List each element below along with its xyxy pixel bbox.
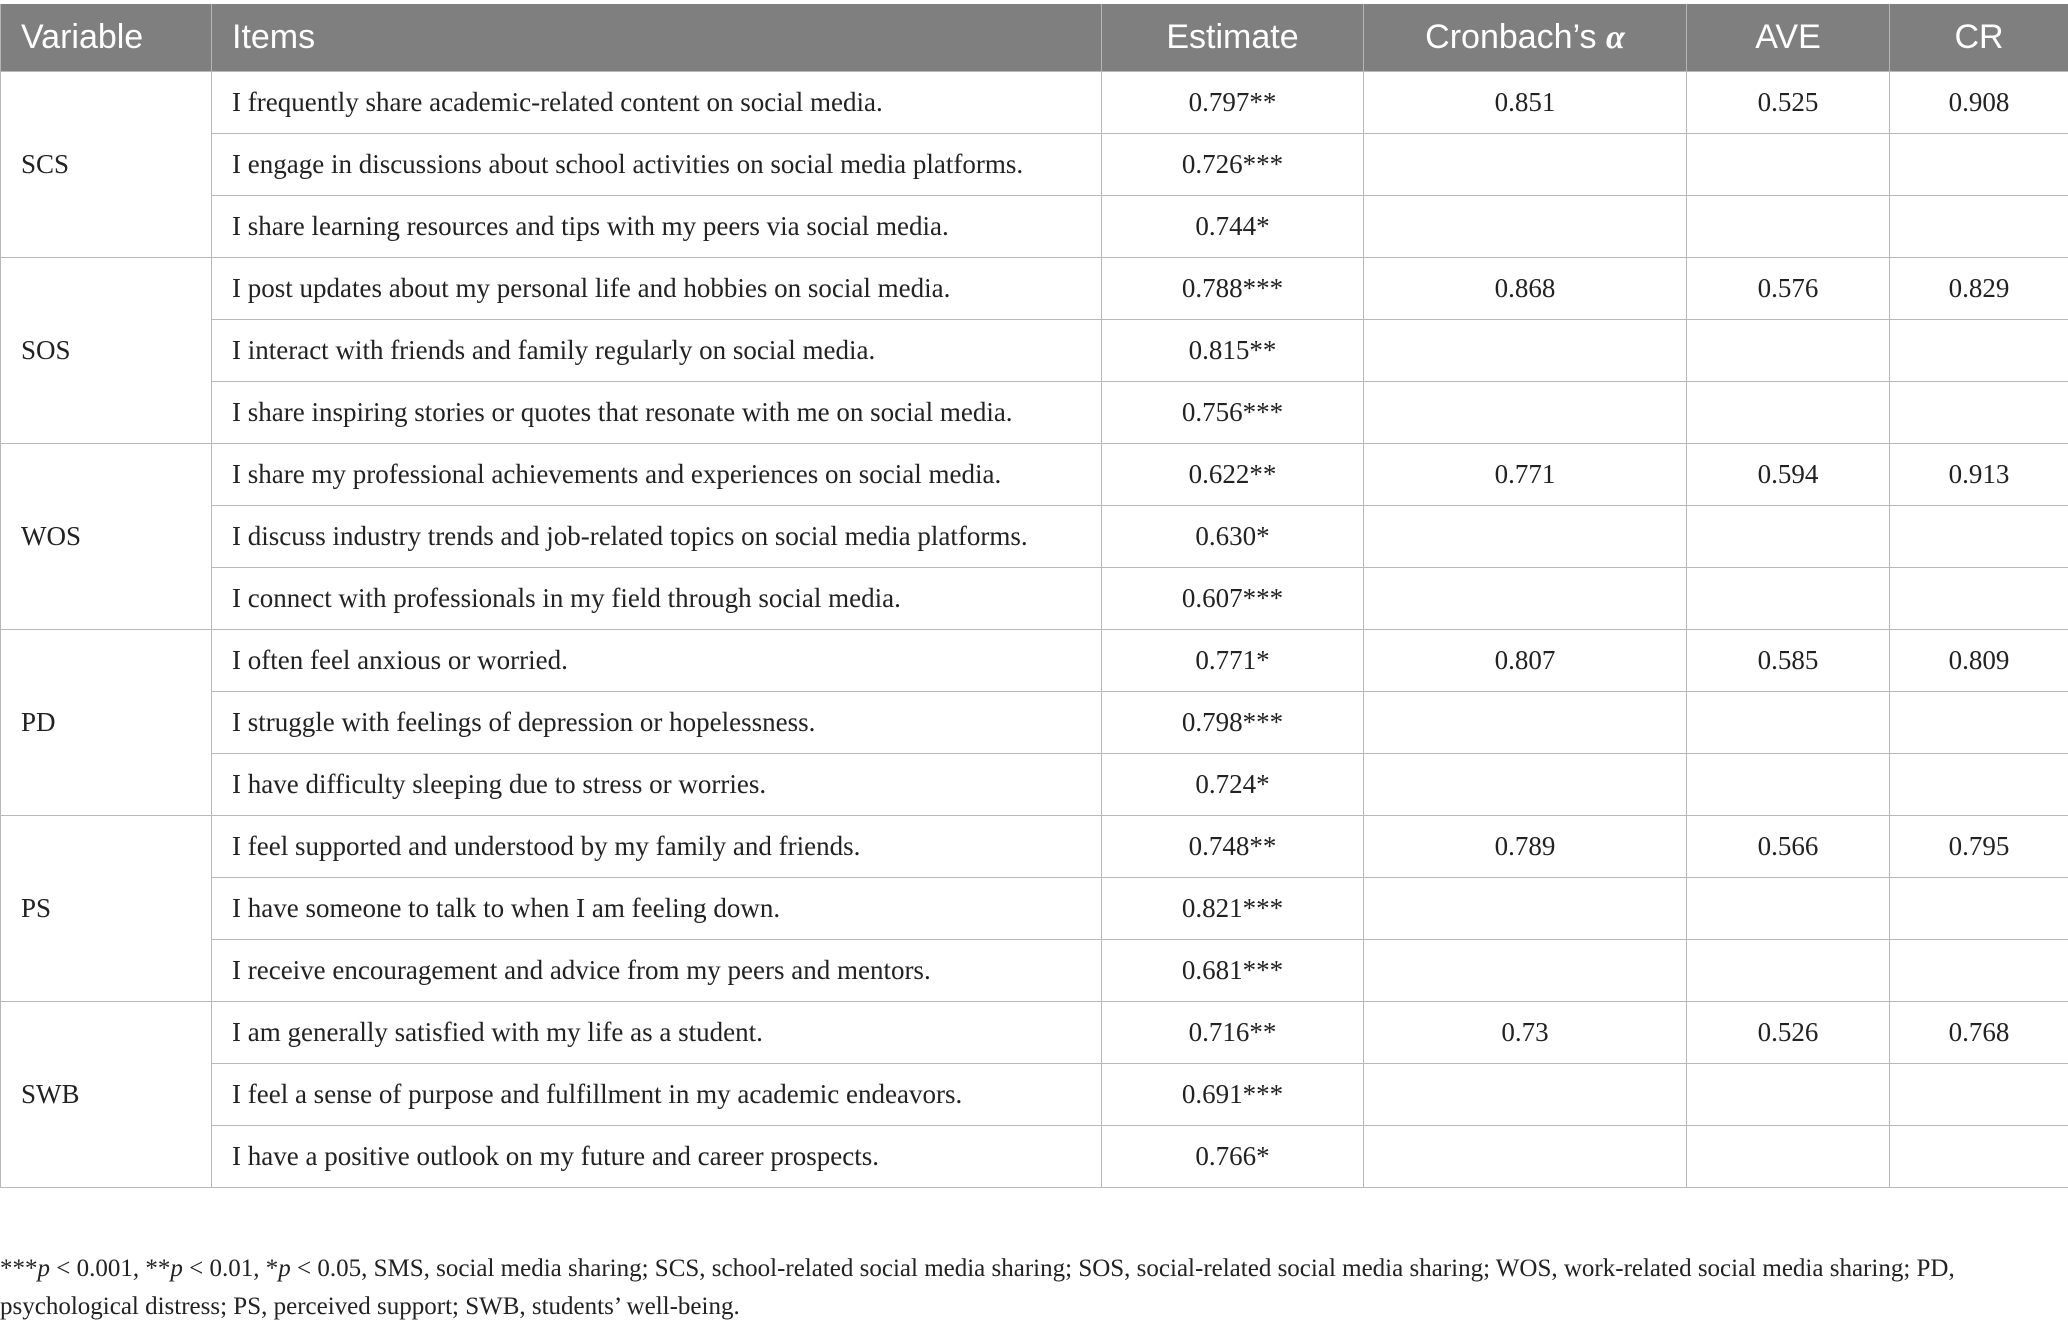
empty-cell [1890,382,2068,444]
ave-cell: 0.576 [1687,258,1890,320]
item-cell: I post updates about my personal life and hobbies on social media. [212,258,1102,320]
estimate-cell: 0.797** [1102,72,1364,134]
header-items: Items [212,4,1102,72]
footnote-p-1: p [37,1255,50,1282]
cronbach-cell: 0.807 [1364,630,1687,692]
table-row [1,72,2068,134]
table-footnote [0,1250,2060,1326]
estimate-cell: 0.622** [1102,444,1364,506]
empty-cell [1687,506,1890,568]
ave-cell: 0.526 [1687,1002,1890,1064]
empty-cell [1687,1064,1890,1126]
empty-cell [1364,196,1687,258]
ave-cell: 0.585 [1687,630,1890,692]
table-row [1,506,2068,568]
estimate-cell: 0.756*** [1102,382,1364,444]
header-variable: Variable [1,4,212,72]
footnote-text-2: < 0.01, * [182,1255,279,1282]
ave-cell: 0.594 [1687,444,1890,506]
estimate-cell: 0.771* [1102,630,1364,692]
footnote-stars-1: *** [0,1255,38,1282]
table-row [1,940,2068,1002]
item-cell: I am generally satisfied with my life as a student. [212,1002,1102,1064]
footnote-p-3: p [278,1255,291,1282]
empty-cell [1890,754,2068,816]
estimate-cell: 0.744* [1102,196,1364,258]
empty-cell [1687,754,1890,816]
variable-cell: SWB [1,1002,212,1188]
empty-cell [1890,692,2068,754]
cr-cell: 0.908 [1890,72,2068,134]
empty-cell [1890,134,2068,196]
empty-cell [1364,1064,1687,1126]
estimate-cell: 0.681*** [1102,940,1364,1002]
table-row [1,878,2068,940]
cronbach-cell: 0.851 [1364,72,1687,134]
measurement-table [0,4,2068,1188]
empty-cell [1687,568,1890,630]
cronbach-cell: 0.771 [1364,444,1687,506]
alpha-symbol: α [1606,19,1625,56]
cronbach-cell: 0.73 [1364,1002,1687,1064]
item-cell: I feel supported and understood by my family and friends. [212,816,1102,878]
cr-cell: 0.829 [1890,258,2068,320]
empty-cell [1890,196,2068,258]
header-cr: CR [1890,4,2068,72]
empty-cell [1687,940,1890,1002]
estimate-cell: 0.766* [1102,1126,1364,1188]
empty-cell [1687,1126,1890,1188]
empty-cell [1364,1126,1687,1188]
cr-cell: 0.768 [1890,1002,2068,1064]
empty-cell [1890,1126,2068,1188]
header-estimate: Estimate [1102,4,1364,72]
empty-cell [1890,878,2068,940]
empty-cell [1890,1064,2068,1126]
table-row [1,444,2068,506]
estimate-cell: 0.788*** [1102,258,1364,320]
empty-cell [1890,506,2068,568]
table-row [1,134,2068,196]
table-row [1,258,2068,320]
item-cell: I share my professional achievements and experiences on social media. [212,444,1102,506]
estimate-cell: 0.724* [1102,754,1364,816]
item-cell: I struggle with feelings of depression or hopelessness. [212,692,1102,754]
item-cell: I engage in discussions about school activities on social media platforms. [212,134,1102,196]
ave-cell: 0.566 [1687,816,1890,878]
table-row [1,630,2068,692]
empty-cell [1890,568,2068,630]
estimate-cell: 0.815** [1102,320,1364,382]
item-cell: I receive encouragement and advice from my peers and mentors. [212,940,1102,1002]
variable-cell: PD [1,630,212,816]
empty-cell [1364,382,1687,444]
empty-cell [1364,320,1687,382]
variable-cell: SCS [1,72,212,258]
header-cronbach-label: Cronbach’s [1425,18,1597,56]
empty-cell [1364,940,1687,1002]
empty-cell [1687,196,1890,258]
table-row [1,1002,2068,1064]
table-row [1,692,2068,754]
estimate-cell: 0.726*** [1102,134,1364,196]
table-row [1,816,2068,878]
empty-cell [1364,692,1687,754]
estimate-cell: 0.748** [1102,816,1364,878]
cr-cell: 0.809 [1890,630,2068,692]
header-ave: AVE [1687,4,1890,72]
table-row [1,1126,2068,1188]
item-cell: I share learning resources and tips with my peers via social media. [212,196,1102,258]
cronbach-cell: 0.868 [1364,258,1687,320]
table-row [1,1064,2068,1126]
empty-cell [1364,134,1687,196]
item-cell: I interact with friends and family regularly on social media. [212,320,1102,382]
empty-cell [1890,940,2068,1002]
variable-cell: SOS [1,258,212,444]
cronbach-cell: 0.789 [1364,816,1687,878]
item-cell: I share inspiring stories or quotes that resonate with me on social media. [212,382,1102,444]
empty-cell [1364,754,1687,816]
empty-cell [1364,568,1687,630]
table-row [1,382,2068,444]
item-cell: I frequently share academic-related content on social media. [212,72,1102,134]
item-cell: I have a positive outlook on my future and career prospects. [212,1126,1102,1188]
empty-cell [1890,320,2068,382]
estimate-cell: 0.716** [1102,1002,1364,1064]
footnote-text-3: < 0.05, SMS, social media sharing; SCS, school-related social media sharing; SOS, social-related social media sharing; WOS, work-related social media sharing; PD, psychological distress; PS, perceived support; SWB, students’ well-being. [0,1255,1955,1320]
estimate-cell: 0.607*** [1102,568,1364,630]
empty-cell [1687,134,1890,196]
footnote-text-1: < 0.001, ** [50,1255,171,1282]
table-row [1,754,2068,816]
ave-cell: 0.525 [1687,72,1890,134]
table-row [1,320,2068,382]
variable-cell: PS [1,816,212,1002]
item-cell: I discuss industry trends and job-related topics on social media platforms. [212,506,1102,568]
table-row [1,196,2068,258]
empty-cell [1364,506,1687,568]
empty-cell [1687,878,1890,940]
cr-cell: 0.913 [1890,444,2068,506]
estimate-cell: 0.630* [1102,506,1364,568]
empty-cell [1687,382,1890,444]
item-cell: I often feel anxious or worried. [212,630,1102,692]
cr-cell: 0.795 [1890,816,2068,878]
estimate-cell: 0.821*** [1102,878,1364,940]
estimate-cell: 0.798*** [1102,692,1364,754]
item-cell: I have someone to talk to when I am feeling down. [212,878,1102,940]
variable-cell: WOS [1,444,212,630]
item-cell: I connect with professionals in my field through social media. [212,568,1102,630]
item-cell: I have difficulty sleeping due to stress or worries. [212,754,1102,816]
table-row [1,568,2068,630]
empty-cell [1364,878,1687,940]
item-cell: I feel a sense of purpose and fulfillment in my academic endeavors. [212,1064,1102,1126]
estimate-cell: 0.691*** [1102,1064,1364,1126]
footnote-p-2: p [170,1255,183,1282]
header-cronbach [1364,4,1687,72]
header-row [1,4,2068,72]
empty-cell [1687,692,1890,754]
empty-cell [1687,320,1890,382]
